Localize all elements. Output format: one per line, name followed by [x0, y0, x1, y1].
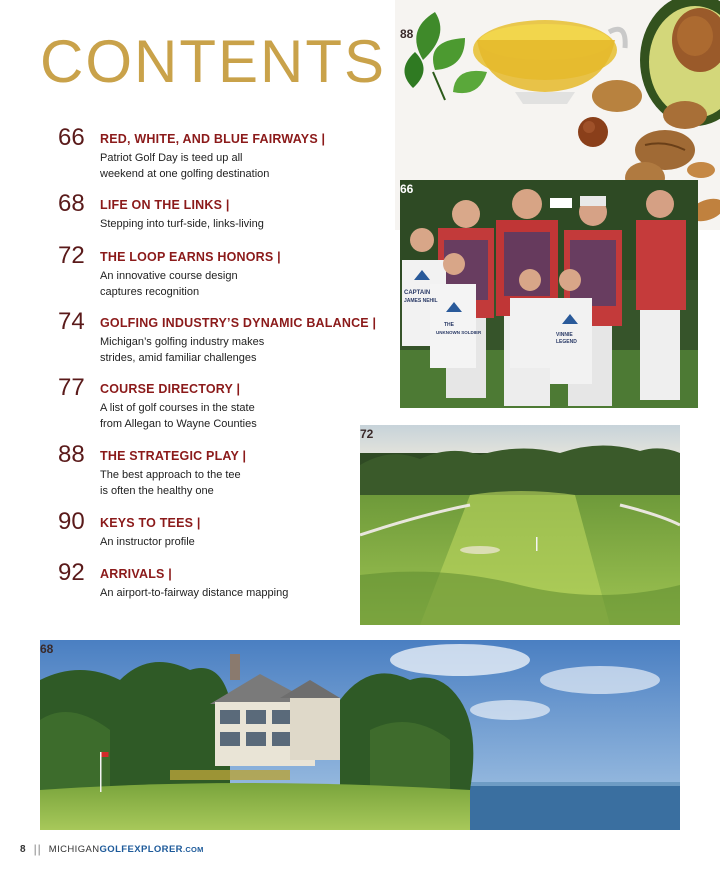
photo-page-label: 68: [40, 642, 54, 656]
toc-description-line: An instructor profile: [100, 536, 195, 548]
footer-separator: ||: [33, 842, 42, 856]
golfers-illustration: [400, 180, 698, 408]
fairway-illustration: [360, 425, 680, 625]
bib-text: UNKNOWN SOLDIER: [436, 330, 482, 335]
toc-description: [100, 467, 330, 499]
toc-description-line: An innovative course design: [100, 270, 238, 282]
house-photo: [40, 640, 680, 830]
toc-heading[interactable]: RED, WHITE, AND BLUE FAIRWAYS |: [100, 132, 326, 146]
toc-description: [100, 400, 330, 432]
toc-page-number: 68: [58, 190, 85, 217]
toc-description-line: Patriot Golf Day is teed up all: [100, 152, 243, 164]
toc-description-line: Stepping into turf-side, links-living: [100, 218, 264, 230]
toc-description: [100, 585, 330, 601]
toc-description-line: A list of golf courses in the state: [100, 402, 255, 414]
page-footer: [20, 842, 204, 856]
toc-description-line: from Allegan to Wayne Counties: [100, 418, 257, 430]
photo-page-label: 88: [400, 27, 414, 41]
toc-description-line: An airport-to-fairway distance mapping: [100, 587, 289, 599]
toc-description-line: is often the healthy one: [100, 485, 214, 497]
house-illustration: [40, 640, 680, 830]
bib-text: THE: [444, 322, 454, 328]
toc-page-number: 92: [58, 559, 85, 586]
site-name-part[interactable]: GOLFEXPLORER: [99, 843, 183, 855]
toc-page-number: 66: [58, 124, 85, 151]
toc-description: [100, 334, 330, 366]
toc-heading[interactable]: THE LOOP EARNS HONORS |: [100, 250, 281, 264]
toc-description-line: strides, amid familiar challenges: [100, 352, 257, 364]
toc-heading[interactable]: GOLFING INDUSTRY’S DYNAMIC BALANCE |: [100, 316, 377, 330]
toc-page-number: 90: [58, 508, 85, 535]
toc-description-line: The best approach to the tee: [100, 469, 241, 481]
toc-description-line: captures recognition: [100, 286, 200, 298]
photo-page-label: 72: [360, 427, 374, 441]
toc-heading[interactable]: THE STRATEGIC PLAY |: [100, 449, 247, 463]
toc-description: [100, 150, 330, 182]
toc-page-number: 77: [58, 374, 85, 401]
site-name-part[interactable]: MICHIGAN: [48, 843, 100, 855]
toc-heading[interactable]: ARRIVALS |: [100, 567, 172, 581]
toc-page-number: 72: [58, 242, 85, 269]
golfers-photo: [400, 180, 698, 408]
toc-page-number: 88: [58, 441, 85, 468]
toc-description: [100, 268, 330, 300]
toc-heading[interactable]: COURSE DIRECTORY |: [100, 382, 241, 396]
bib-text: JAMES NEHIL: [404, 298, 438, 304]
bib-text: CAPTAIN: [404, 290, 431, 296]
toc-description: [100, 216, 330, 232]
photo-page-label: 66: [400, 182, 414, 196]
toc-description: [100, 534, 330, 550]
toc-heading[interactable]: KEYS TO TEES |: [100, 516, 201, 530]
bib-text: LEGEND: [556, 339, 577, 345]
toc-description-line: weekend at one golfing destination: [100, 168, 270, 180]
site-name-part[interactable]: .COM: [182, 844, 204, 854]
page-number: 8: [20, 843, 26, 855]
toc-description-line: Michigan’s golfing industry makes: [100, 336, 265, 348]
fairway-photo: [360, 425, 680, 625]
toc-page-number: 74: [58, 308, 85, 335]
page-title: CONTENTS: [40, 28, 386, 95]
toc-heading[interactable]: LIFE ON THE LINKS |: [100, 198, 230, 212]
bib-text: VINNIE: [556, 332, 573, 338]
